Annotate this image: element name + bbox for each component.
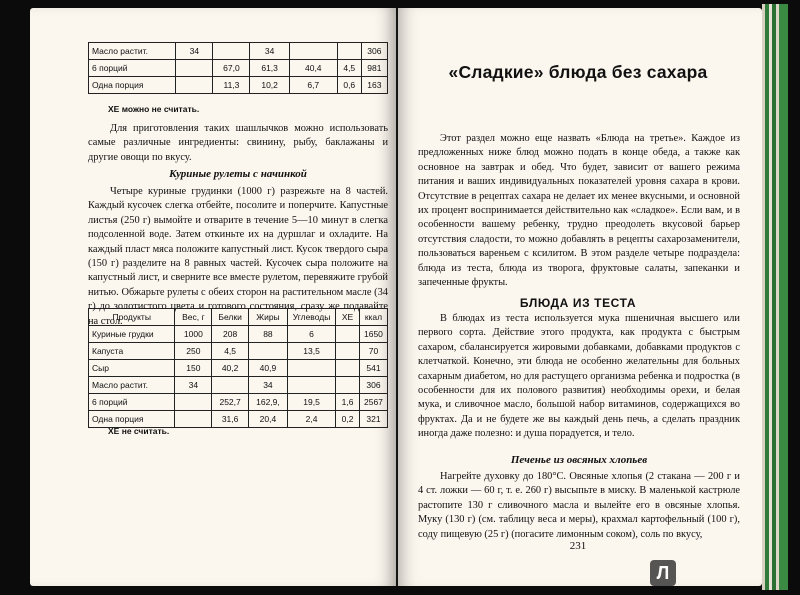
recipe-title-oat-cookies: Печенье из овсяных хлопьев: [510, 454, 648, 466]
table-cell: 0,2: [336, 411, 360, 428]
table-cell: 61,3: [250, 60, 289, 77]
table-cell: [336, 377, 360, 394]
section-title-dough: БЛЮДА ИЗ ТЕСТА: [519, 296, 637, 310]
recipe-title-chicken: Куриные рулеты с начинкой: [169, 168, 307, 180]
table-row: [89, 77, 388, 94]
table-header-cell: ХЕ: [336, 309, 360, 326]
table-cell: 6 порций: [89, 60, 176, 77]
table-cell: 40,4: [289, 60, 337, 77]
top-nutrition-table: [88, 42, 388, 94]
left-page: [30, 8, 396, 586]
table-cell: [336, 343, 360, 360]
table-cell: 19,5: [287, 394, 335, 411]
table-cell: [248, 343, 287, 360]
table-cell: 1650: [359, 326, 387, 343]
right-page: [398, 8, 762, 586]
table-cell: [337, 43, 361, 60]
table-cell: 6,7: [289, 77, 337, 94]
table-cell: Одна порция: [89, 77, 176, 94]
table-cell: Капуста: [89, 343, 175, 360]
table-cell: 1000: [175, 326, 212, 343]
table-header-row: [89, 309, 388, 326]
table-cell: 2567: [359, 394, 387, 411]
table-cell: 4,5: [337, 60, 361, 77]
table-row: [89, 360, 388, 377]
table-cell: 40,2: [212, 360, 249, 377]
table-cell: 0,6: [337, 77, 361, 94]
table-cell: 34: [176, 43, 213, 60]
table-cell: 321: [359, 411, 387, 428]
table-cell: Куриные грудки: [89, 326, 175, 343]
book-edge: [762, 4, 788, 590]
table-row: [89, 60, 388, 77]
table-cell: [287, 360, 335, 377]
table-cell: 10,2: [250, 77, 289, 94]
chapter-intro: Этот раздел можно еще назвать «Блюда на третье». Каждое из предложенных ниже блюд можно подать в конце обеда, а также как основное на завтрак и обед. Что будет, зависит от вашего режима питания и ваших индивидуальных показателей уровня сахара в крови. Отсутствие в рецептах сахара не делает их менее вкусными, и основной их процент воспринимается действительно как «сладкое». Если вам, и в особенности вашему ребенку, трудно преодолеть вкусовой барьер отсутствия сладости, то можно добавлять в рецепты сахарозаменители, пользоваться вареньем с ксилитом. В этом разделе четыре подраздела: блюда из теста, блюда из творога, фруктовые салаты, запеканки и запеченные фрукты.: [418, 133, 740, 289]
table-header-cell: Продукты: [89, 309, 175, 326]
table-cell: [287, 377, 335, 394]
table-cell: 306: [359, 377, 387, 394]
table-row: [89, 377, 388, 394]
note-xe-1: ХЕ можно не считать.: [108, 104, 200, 114]
table-header-cell: ккал: [359, 309, 387, 326]
page-number: 231: [569, 540, 587, 552]
table-cell: [212, 377, 249, 394]
table-cell: 34: [175, 377, 212, 394]
table-cell: 163: [361, 77, 387, 94]
table-cell: [289, 43, 337, 60]
table-cell: 6 порций: [89, 394, 175, 411]
recipe-text-oat-cookies: Нагрейте духовку до 180°С. Овсяные хлопья (2 стакана — 200 г и 4 ст. ложки — 60 г, т. е. 260 г) высыпьте в миску. В маленькой кастрюле растопите 130 г сливочного масла и вылейте его в овсяные хлопья. Муку (130 г) (см. таблицу веса и меры), крахмал картофельный (100 г), соду пищевую (25 г) (погасите лимонным соком), соль по вкусу,: [418, 471, 740, 540]
table-row: [89, 326, 388, 343]
table-header-cell: Углеводы: [287, 309, 335, 326]
watermark-logo: Л: [650, 560, 676, 586]
chapter-title: «Сладкие» блюда без сахара: [448, 62, 708, 82]
table-cell: 150: [175, 360, 212, 377]
table-cell: 88: [248, 326, 287, 343]
table-cell: 252,7: [212, 394, 249, 411]
table-cell: Масло растит.: [89, 43, 176, 60]
main-nutrition-table: [88, 308, 388, 428]
section-text-dough: В блюдах из теста используется мука пшеничная высшего или первого сорта. Действие этого продукта, как продукта с быстрым сахаром, сбалансируется жировыми добавками, добавками продуктов с клетчаткой. Конечно, эти блюда не особенно желательны для больных сахарным диабетом, но для растущего организма ребенка и подростка (в особенности для их полового развития) необходимы орехи, и белая мука, и сливочное масло, большой набор витаминов, содержащихся во фруктах. Да и не будете же вы каждый день печь, а сделать праздник иногда даже полезно: и душа порадуется, и тело.: [418, 313, 740, 440]
intro-paragraph: Для приготовления таких шашлычков можно использовать самые различные ингредиенты: свинину, рыбу, баклажаны и другие овощи по вкусу.: [88, 123, 388, 163]
table-cell: 40,9: [248, 360, 287, 377]
table-header-cell: Вес, г: [175, 309, 212, 326]
table-header-cell: Жиры: [248, 309, 287, 326]
table-row: [89, 394, 388, 411]
table-cell: 34: [250, 43, 289, 60]
table-cell: Одна порция: [89, 411, 175, 428]
table-cell: 981: [361, 60, 387, 77]
table-cell: [175, 394, 212, 411]
table-row: [89, 343, 388, 360]
table-cell: 250: [175, 343, 212, 360]
table-cell: 541: [359, 360, 387, 377]
table-cell: 306: [361, 43, 387, 60]
table-cell: Масло растит.: [89, 377, 175, 394]
table-cell: 1,6: [336, 394, 360, 411]
table-cell: [213, 43, 250, 60]
table-cell: 20,4: [248, 411, 287, 428]
table-row: [89, 411, 388, 428]
table-cell: [176, 77, 213, 94]
table-cell: 34: [248, 377, 287, 394]
table-cell: 13,5: [287, 343, 335, 360]
table-cell: 6: [287, 326, 335, 343]
table-cell: 67,0: [213, 60, 250, 77]
table-cell: [336, 326, 360, 343]
note-xe-2: ХЕ не считать.: [108, 426, 170, 436]
table-cell: [175, 411, 212, 428]
table-cell: 4,5: [212, 343, 249, 360]
table-cell: 11,3: [213, 77, 250, 94]
table-cell: 2,4: [287, 411, 335, 428]
table-cell: [336, 360, 360, 377]
table-cell: 31,6: [212, 411, 249, 428]
table-row: [89, 43, 388, 60]
table-cell: 162,9,: [248, 394, 287, 411]
recipe-text-chicken: Четыре куриные грудинки (1000 г) разрежьте на 8 частей. Каждый кусочек слегка отбейте, посолите и поперчите. Капустные листья (250 г) вымойте и отварите в течение 5—10 минут в слегка подсоленной воде. Затем откиньте их на дуршлаг и охладите. На каждый пласт мяса положите капустный лист. Кусок твердого сыра (150 г) разделите на 8 равных частей. Кусочек сыра положите на капустный лист, и сверните все вместе рулетом, перевяжите грубой нитью. Обжарьте рулеты с обеих сторон на растительном масле (34 г) до золотистого цвета и готового состояния, сразу же подавайте на стол.: [88, 186, 388, 327]
table-cell: 70: [359, 343, 387, 360]
table-cell: [176, 60, 213, 77]
table-cell: Сыр: [89, 360, 175, 377]
table-cell: 208: [212, 326, 249, 343]
table-header-cell: Белки: [212, 309, 249, 326]
